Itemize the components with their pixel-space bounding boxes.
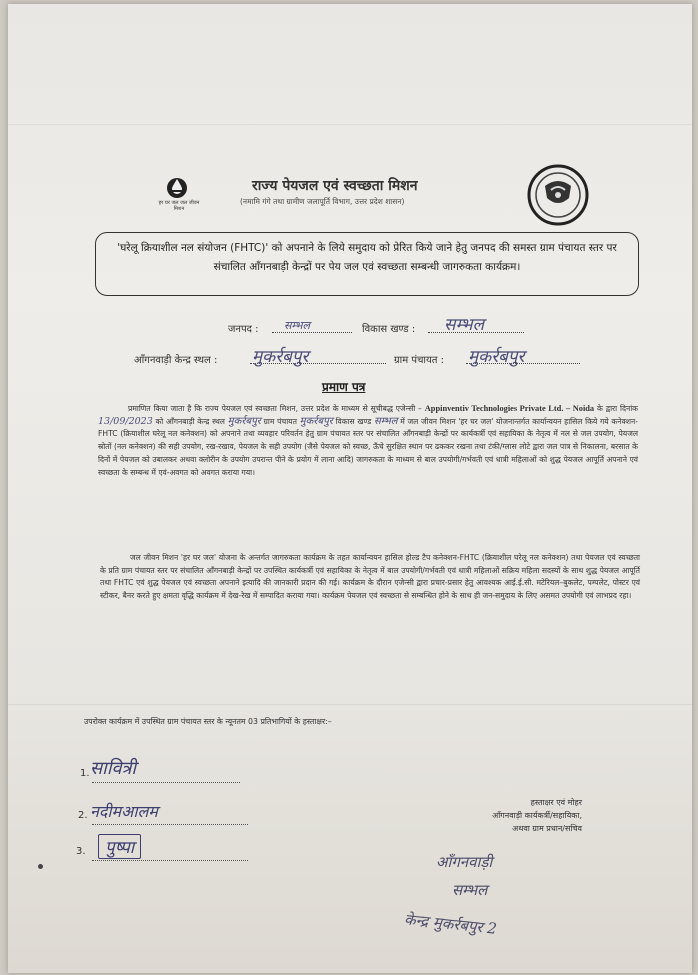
signature-line-1 <box>92 782 240 783</box>
stamp-handwriting-1: आँगनवाड़ी <box>436 853 493 871</box>
sign-and-seal-label: हस्ताक्षर एवं मोहर <box>530 798 582 807</box>
gram-panchayat-label: ग्राम पंचायत : <box>394 355 445 366</box>
paper-fold <box>8 704 692 705</box>
gp-value: मुकर्रबपुर <box>299 415 333 427</box>
department-subtitle: (नमामि गंगे तथा ग्रामीण जलापूर्ति विभाग, उत्तर प्रदेश शासन) <box>240 197 405 206</box>
anganwadi-worker-label: आँगनवाड़ी कार्यकर्त्री/सहायिका, <box>492 811 582 820</box>
certificate-paragraph-1 <box>98 403 638 479</box>
punch-mark <box>38 864 43 869</box>
signing-authority-block <box>440 796 582 835</box>
vk-value: सम्भल <box>373 415 398 427</box>
stamp-handwriting-2: सम्भल <box>452 881 488 899</box>
program-description-box: 'घरेलू क्रियाशील नल संयोजन (FHTC)' को अपनाने के लिये समुदाय को प्रेरित किये जाने हेतु जनपद की समस्त ग्राम पंचायत स्तर पर संचालित आँगनबाड़ी केन्द्रों पर पेय जल एवं स्वच्छता सम्बन्धी जागरुकता कार्यक्रम। <box>95 232 639 296</box>
signature-number-2: 2. <box>78 810 88 821</box>
up-government-emblem <box>525 164 591 226</box>
water-drop-icon <box>166 176 188 198</box>
para1-part2: के द्वारा दिनांक <box>597 404 639 413</box>
signature-3: पुष्पा <box>98 834 141 859</box>
para1-part1: प्रमाणित किया जाता है कि राज्य पेयजल एवं स्वच्छता मिशन, उत्तर प्रदेश के माध्यम से सूचीबद्ध एजेन्सी – <box>128 404 422 413</box>
signature-1: सावित्री <box>90 758 137 779</box>
certificate-paragraph-2 <box>100 552 640 603</box>
janpad-label: जनपद : <box>228 324 259 335</box>
para1-part4: ग्राम पंचायत <box>263 416 297 426</box>
stamp-handwriting-3: केन्द्र मुकर्रबपुर 2 <box>403 910 498 938</box>
anganwadi-label: आँगनवाड़ी केन्द्र स्थल : <box>134 355 218 366</box>
certificate-title: प्रमाण पत्र <box>322 380 366 394</box>
para2-text: जल जीवन मिशन 'हर घर जल' योजना के अन्तर्गत जागरुकता कार्यक्रम के तहत कार्यान्वयन हासिल होल्ड टैप कनेक्शन-FHTC (क्रियाशील घरेलू नल कनेक्शन) तथा पेयजल एवं स्वच्छता के प्रति ग्राम पंचायत स्तर पर संचालित आँगनबाड़ी केन्द्रों पर उपस्थित कार्यकर्त्री एवं सहायिका के नेतृत्व में बाल उपयोगी/गर्भवती एवं धात्री महिलाओं सक्रिय महिला सदस्यों के साथ शुद्ध पेयजल आपूर्ति तथा FHTC एवं शुद्ध पेयजल एवं स्वच्छता अपनाने इत्यादि की जानकारी प्रदान की गई। कार्यक्रम के दौरान एजेन्सी द्वारा प्रचार-प्रसार हेतु आवश्यक आई.ई.सी. मटेरियल–बुकलेट, पम्पलेट, पोस्टर एवं स्टीकर, बैनर करते हुए क्षमता वृद्धि कार्यक्रम में देख-रेख में सम्पादित कराया गया। कार्यक्रम पेयजल एवं स्वच्छता से सम्बन्धित होने के साथ ही जन-समुदाय के लिए असमत उपयोगी एवं लाभप्रद रहा। <box>100 553 640 601</box>
jal-jeevan-mission-logo <box>158 176 198 224</box>
janpad-value: सम्भल <box>284 319 310 332</box>
logo-caption: हर घर जल जल जीवन मिशन <box>158 200 200 212</box>
mission-title: राज्य पेयजल एवं स्वच्छता मिशन <box>252 178 418 194</box>
signature-2: नदीमआलम <box>90 802 158 821</box>
vikas-khand-value: सम्भल <box>444 315 485 335</box>
para1-part6: में जल जीवन मिशन 'हर घर जल' योजनान्तर्गत कार्यान्वयन हासिल किये गये कनेक्शन-FHTC (क्रियाशील घरेलू नल कनेक्शन) को अपनाने तथा व्यवहार परिवर्तन हेतु ग्राम पंचायत स्तर पर संचालित आँगनबाड़ी केन्द्रों पर कार्यकर्त्री एवं सहायिका के नेतृत्व में नल से जल उपयोग, पेयजल स्रोतों (नल कनेक्शन) की सही उपयोग, रख-रखाव, पेयजल के सही उपयोग (जैसे पेयजल को स्वच्छ, ऊँचे सुरक्षित स्थान पर ढककर रखना तथा टंकी/ग्लास लोटे द्वारा जल पात्र से निकालना, बरसात के दिनों में पेयजल को उबालकर अथवा क्लोरीन के उपयोग उपरान्त पीने के प्रयोग में लाना आदि) जागरुकता के माध्यम से बाल उपयोगी/गर्भवती एवं धात्री महिलाओं को शुद्ध पेयजल आपूर्ति अपनाने एवं स्वच्छता के सम्बन्ध में एवं-अवगत को अवगत कराया गया। <box>98 416 638 477</box>
para1-part5: विकास खण्ड <box>335 416 372 426</box>
paper-fold <box>8 124 692 125</box>
para1-part3: को आँगनबाड़ी केन्द्र स्थल <box>155 416 225 426</box>
center-value: मुकर्रबपुर <box>227 415 261 427</box>
signature-number-1: 1. <box>80 768 90 779</box>
signature-line-2 <box>92 824 248 825</box>
signature-line-3 <box>92 860 248 861</box>
agency-name: Appinventiv Technologies Private Ltd. – Noida <box>424 404 595 413</box>
signatures-intro: उपरोक्त कार्यक्रम में उपस्थित ग्राम पंचायत स्तर के न्यूनतम 03 प्रतिभागियों के हस्ताक्षर:– <box>84 717 332 726</box>
signature-number-3: 3. <box>76 846 86 857</box>
document-sheet <box>8 4 692 973</box>
anganwadi-value: मुकर्रबपुर <box>252 347 309 367</box>
vikas-khand-label: विकास खण्ड : <box>362 324 416 335</box>
pradhan-secretary-label: अथवा ग्राम प्रधान/सचिव <box>512 824 582 833</box>
gram-panchayat-value: मुकर्रबपुर <box>468 347 525 367</box>
program-date: 13/09/2023 <box>98 415 153 427</box>
